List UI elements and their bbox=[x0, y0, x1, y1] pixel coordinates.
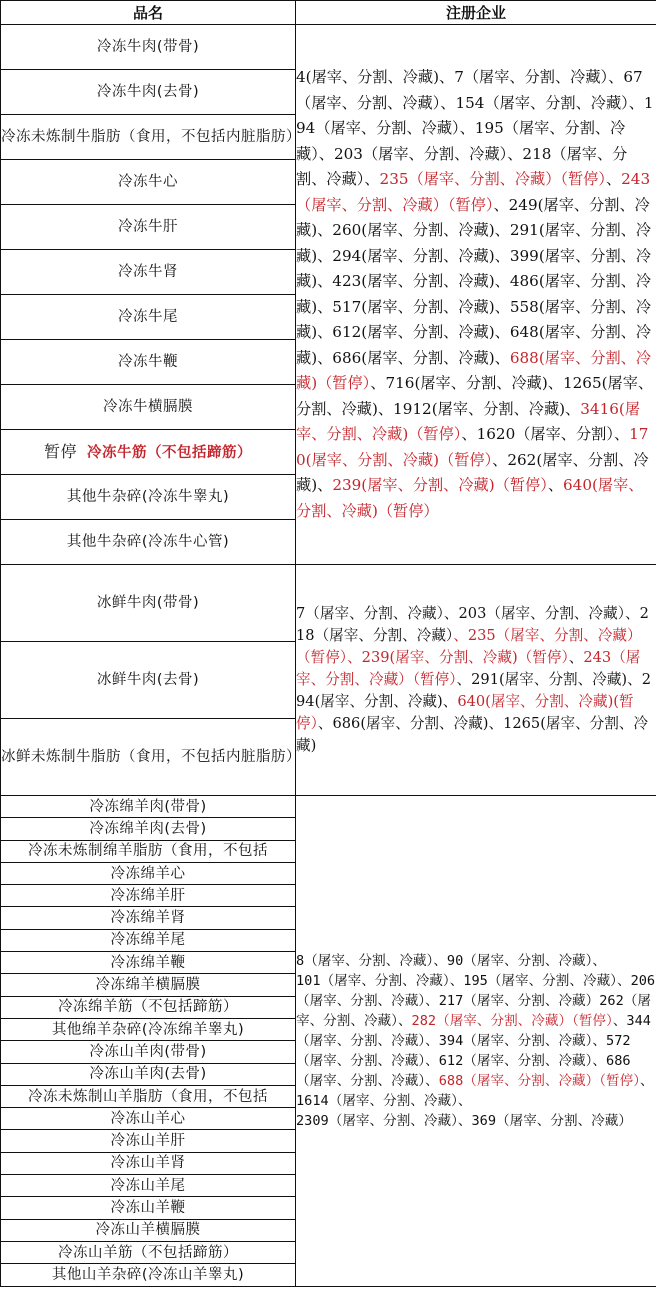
product-name: 其他牛杂碎(冷冻牛睾丸) bbox=[1, 475, 296, 520]
suspended-enterprise: 688(屠宰、分割、冷藏)（暂停） bbox=[296, 348, 652, 392]
table-row bbox=[1, 25, 656, 70]
suspended-enterprise: 640(屠宰、分割、冷藏)(暂停） bbox=[296, 693, 634, 732]
product-name: 冷冻山羊尾 bbox=[1, 1175, 296, 1197]
product-name: 冷冻绵羊肉(带骨) bbox=[1, 796, 296, 818]
product-name: 冷冻山羊鞭 bbox=[1, 1197, 296, 1219]
enterprise-list-chilled-beef: 7（屠宰、分割、冷藏）、203（屠宰、分割、冷藏）、218（屠宰、分割、冷藏）、235（屠宰、分割、冷藏）（暂停）、239(屠宰、分割、冷藏)（暂停）、243（屠宰、分割、冷藏）（暂停）、291(屠宰、分割、冷藏)、294(屠宰、分割、冷藏)、640(屠宰、分割、冷藏)(暂停）、686(屠宰、分割、冷藏)、1265(屠宰、分割、冷藏) bbox=[296, 565, 656, 796]
suspended-product: 冷冻牛筋（不包括蹄筋） bbox=[87, 444, 252, 461]
product-name: 冷冻牛尾 bbox=[1, 295, 296, 340]
product-name: 冷冻山羊肉(去骨) bbox=[1, 1063, 296, 1085]
product-name: 冷冻牛肉(带骨) bbox=[1, 25, 296, 70]
table-row bbox=[1, 796, 656, 818]
header-enterprises: 注册企业 bbox=[296, 1, 656, 25]
product-name: 冰鲜牛肉(带骨) bbox=[1, 565, 296, 642]
suspended-enterprise: 170(屠宰、分割、冷藏)（暂停） bbox=[296, 425, 649, 469]
suspended-enterprise: 688（屠宰、分割、冷藏）（暂停） bbox=[438, 1072, 640, 1089]
product-name: 冷冻牛鞭 bbox=[1, 340, 296, 385]
product-name: 冷冻牛横膈膜 bbox=[1, 385, 296, 430]
product-name: 其他牛杂碎(冷冻牛心管) bbox=[1, 520, 296, 565]
product-name: 冷冻山羊筋（不包括蹄筋） bbox=[1, 1241, 296, 1263]
product-name: 冷冻山羊肉(带骨) bbox=[1, 1041, 296, 1063]
product-name: 冷冻未炼制绵羊脂肪（食用，不包括 bbox=[1, 840, 296, 862]
suspended-enterprise: 3416(屠宰、分割、冷藏)（暂停） bbox=[296, 399, 641, 443]
product-name: 冷冻牛肝 bbox=[1, 205, 296, 250]
product-name: 冷冻山羊横膈膜 bbox=[1, 1219, 296, 1241]
suspended-enterprise: 239(屠宰、分割、冷藏)（暂停） bbox=[332, 476, 548, 494]
product-name: 冷冻绵羊鞭 bbox=[1, 952, 296, 974]
header-row bbox=[1, 1, 656, 25]
product-name: 其他山羊杂碎(冷冻山羊睾丸) bbox=[1, 1264, 296, 1286]
suspended-enterprise: 、235（屠宰、分割、冷藏）（暂停）、239(屠宰、分割、冷藏)（暂停） bbox=[296, 627, 642, 666]
product-name: 冷冻牛心 bbox=[1, 160, 296, 205]
suspended-enterprise: 282（屠宰、分割、冷藏）（暂停） bbox=[411, 1012, 613, 1029]
table-row bbox=[1, 565, 656, 642]
product-name: 冷冻绵羊横膈膜 bbox=[1, 974, 296, 996]
product-name: 冷冻绵羊肾 bbox=[1, 907, 296, 929]
product-name: 冷冻山羊肾 bbox=[1, 1152, 296, 1174]
product-name: 冷冻未炼制山羊脂肪（食用，不包括 bbox=[1, 1085, 296, 1107]
product-name: 冷冻绵羊心 bbox=[1, 862, 296, 884]
product-name: 冰鲜牛肉(去骨) bbox=[1, 642, 296, 719]
product-name: 冷冻绵羊筋（不包括蹄筋） bbox=[1, 996, 296, 1018]
product-name: 其他绵羊杂碎(冷冻绵羊睾丸) bbox=[1, 1018, 296, 1040]
product-name: 冷冻未炼制牛脂肪（食用，不包括内脏脂肪） bbox=[1, 115, 296, 160]
product-name: 冰鲜未炼制牛脂肪（食用，不包括内脏脂肪） bbox=[1, 719, 296, 796]
suspended-enterprise: 243（屠宰、分割、冷藏）（暂停） bbox=[296, 649, 641, 688]
product-name: 冷冻绵羊肉(去骨) bbox=[1, 818, 296, 840]
product-name: 冷冻山羊心 bbox=[1, 1108, 296, 1130]
header-product: 品名 bbox=[1, 1, 296, 25]
suspended-label: 暂停 bbox=[43, 441, 77, 461]
product-name: 冷冻牛肉(去骨) bbox=[1, 70, 296, 115]
enterprise-list-frozen-sheep-goat: 8（屠宰、分割、冷藏）、90（屠宰、分割、冷藏）、 101（屠宰、分割、冷藏）、195（屠宰、分割、冷藏）、206（屠宰、分割、冷藏）、217（屠宰、分割、冷藏）262（屠宰、分割、冷藏）、282（屠宰、分割、冷藏）（暂停）、344（屠宰、分割、冷藏）、394（屠宰、分割、冷藏）、572（屠宰、分割、冷藏）、612（屠宰、分割、冷藏）、686（屠宰、分割、冷藏）、688（屠宰、分割、冷藏）（暂停）、 1614（屠宰、分割、冷藏）、 2309（屠宰、分割、冷藏）、369（屠宰、分割、冷藏） bbox=[296, 796, 656, 1287]
suspended-enterprise: 235（屠宰、分割、冷藏）（暂停） bbox=[379, 170, 606, 188]
suspended-enterprise: 243（屠宰、分割、冷藏）（暂停） bbox=[296, 170, 651, 214]
enterprise-list-frozen-beef: 4(屠宰、分割、冷藏)、7（屠宰、分割、冷藏）、67（屠宰、分割、冷藏）、154（屠宰、分割、冷藏）、194（屠宰、分割、冷藏）、195（屠宰、分割、冷藏）、203（屠宰、分割、冷藏）、218（屠宰、分割、冷藏）、235（屠宰、分割、冷藏）（暂停）、243（屠宰、分割、冷藏）（暂停）、249(屠宰、分割、冷藏)、260(屠宰、分割、冷藏)、291(屠宰、分割、冷藏)、294(屠宰、分割、冷藏)、399(屠宰、分割、冷藏)、423(屠宰、分割、冷藏)、486(屠宰、分割、冷藏)、517(屠宰、分割、冷藏)、558(屠宰、分割、冷藏)、612(屠宰、分割、冷藏)、648(屠宰、分割、冷藏)、686(屠宰、分割、冷藏)、688(屠宰、分割、冷藏)（暂停）、716(屠宰、分割、冷藏)、1265(屠宰、分割、冷藏)、1912(屠宰、分割、冷藏)、3416(屠宰、分割、冷藏)（暂停）、1620（屠宰、分割）、170(屠宰、分割、冷藏)（暂停）、262(屠宰、分割、冷藏)、239(屠宰、分割、冷藏)（暂停）、640(屠宰、分割、冷藏)（暂停） bbox=[296, 25, 656, 565]
suspended-enterprise: 640(屠宰、分割、冷藏)（暂停） bbox=[296, 476, 644, 520]
product-name-suspended bbox=[1, 430, 296, 475]
product-name: 冷冻绵羊尾 bbox=[1, 929, 296, 951]
product-name: 冷冻牛肾 bbox=[1, 250, 296, 295]
product-name: 冷冻绵羊肝 bbox=[1, 885, 296, 907]
product-name: 冷冻山羊肝 bbox=[1, 1130, 296, 1152]
